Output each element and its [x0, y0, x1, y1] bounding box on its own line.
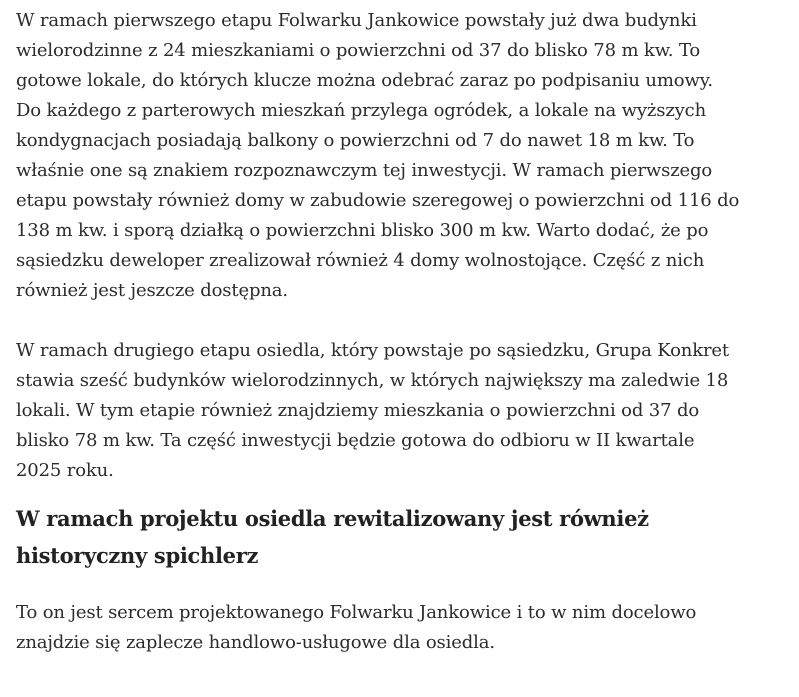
- text-line: stawia sześć budynków wielorodzinnych, w których największy ma zaledwie 18: [16, 370, 729, 391]
- paragraph-second-stage: [16, 336, 775, 486]
- text-line: etapu powstały również domy w zabudowie szeregowej o powierzchni od 116 do: [16, 190, 740, 211]
- paragraph-first-stage: [16, 6, 775, 306]
- text-line: lokali. W tym etapie również znajdziemy mieszkania o powierzchni od 37 do: [16, 400, 700, 421]
- text-line: blisko 78 m kw. Ta część inwestycji będzie gotowa do odbioru w II kwartale: [16, 430, 695, 451]
- text-line: Do każdego z parterowych mieszkań przylega ogródek, a lokale na wyższych: [16, 100, 707, 121]
- heading-line: W ramach projektu osiedla rewitalizowany jest również: [16, 506, 649, 531]
- text-line: 2025 roku.: [16, 460, 114, 481]
- text-line: również jest jeszcze dostępna.: [16, 280, 288, 301]
- text-line: W ramach drugiego etapu osiedla, który powstaje po sąsiedzku, Grupa Konkret: [16, 340, 730, 361]
- text-line: To on jest sercem projektowanego Folwarku Jankowice i to w nim docelowo: [16, 602, 697, 623]
- text-line: sąsiedzku deweloper zrealizował również 4 domy wolnostojące. Część z nich: [16, 250, 705, 271]
- paragraph-spacer: [16, 306, 775, 336]
- text-line: właśnie one są znakiem rozpoznawczym tej inwestycji. W ramach pierwszego: [16, 160, 713, 181]
- text-line: znajdzie się zaplecze handlowo-usługowe dla osiedla.: [16, 632, 495, 653]
- paragraph-granary: [16, 598, 775, 658]
- text-line: gotowe lokale, do których klucze można odebrać zaraz po podpisaniu umowy.: [16, 70, 713, 91]
- section-heading: [16, 486, 775, 574]
- heading-spacer: [16, 574, 775, 598]
- text-line: 138 m kw. i sporą działką o powierzchni blisko 300 m kw. Warto dodać, że po: [16, 220, 709, 241]
- text-line: W ramach pierwszego etapu Folwarku Jankowice powstały już dwa budynki: [16, 10, 697, 31]
- text-line: wielorodzinne z 24 mieszkaniami o powierzchni od 37 do blisko 78 m kw. To: [16, 40, 701, 61]
- heading-line: historyczny spichlerz: [16, 543, 259, 568]
- text-line: kondygnacjach posiadają balkony o powierzchni od 7 do nawet 18 m kw. To: [16, 130, 695, 151]
